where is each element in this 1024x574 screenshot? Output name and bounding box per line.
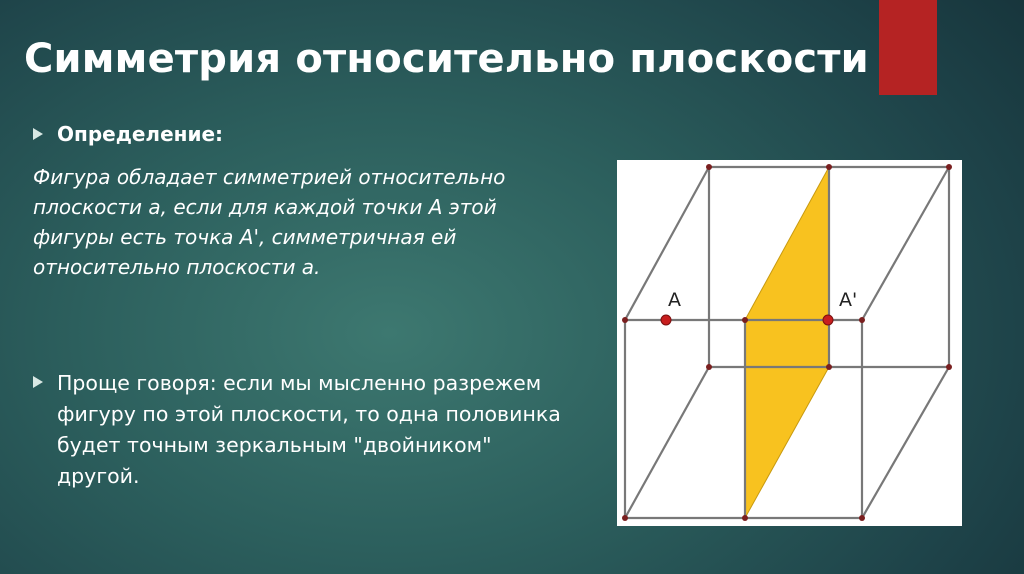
slide-title: Симметрия относительно плоскости xyxy=(24,36,869,82)
accent-bar xyxy=(879,0,937,95)
box-diagram xyxy=(617,160,962,526)
point-a-prime-label: A' xyxy=(839,289,858,311)
definition-bullet xyxy=(33,122,223,146)
symmetry-figure xyxy=(617,160,962,526)
simpler-text: Проще говоря: если мы мысленно разрежем фигуру по этой плоскости, то одна половинка будет точным зеркальным "двойником" другой. xyxy=(57,371,561,488)
definition-label: Определение: xyxy=(57,122,224,146)
point-a xyxy=(661,315,671,325)
definition-text: Фигура обладает симметрией относительно плоскости а, если для каждой точки А этой фигуры есть точка А', симметричная ей относительно плоскости а. xyxy=(33,165,506,279)
point-a-label: A xyxy=(668,289,681,311)
symmetry-plane xyxy=(745,167,829,518)
point-a-prime xyxy=(823,315,833,325)
simpler-bullet xyxy=(33,368,577,492)
bullet-arrow-icon xyxy=(33,128,43,140)
bullet-arrow-icon xyxy=(33,376,43,388)
